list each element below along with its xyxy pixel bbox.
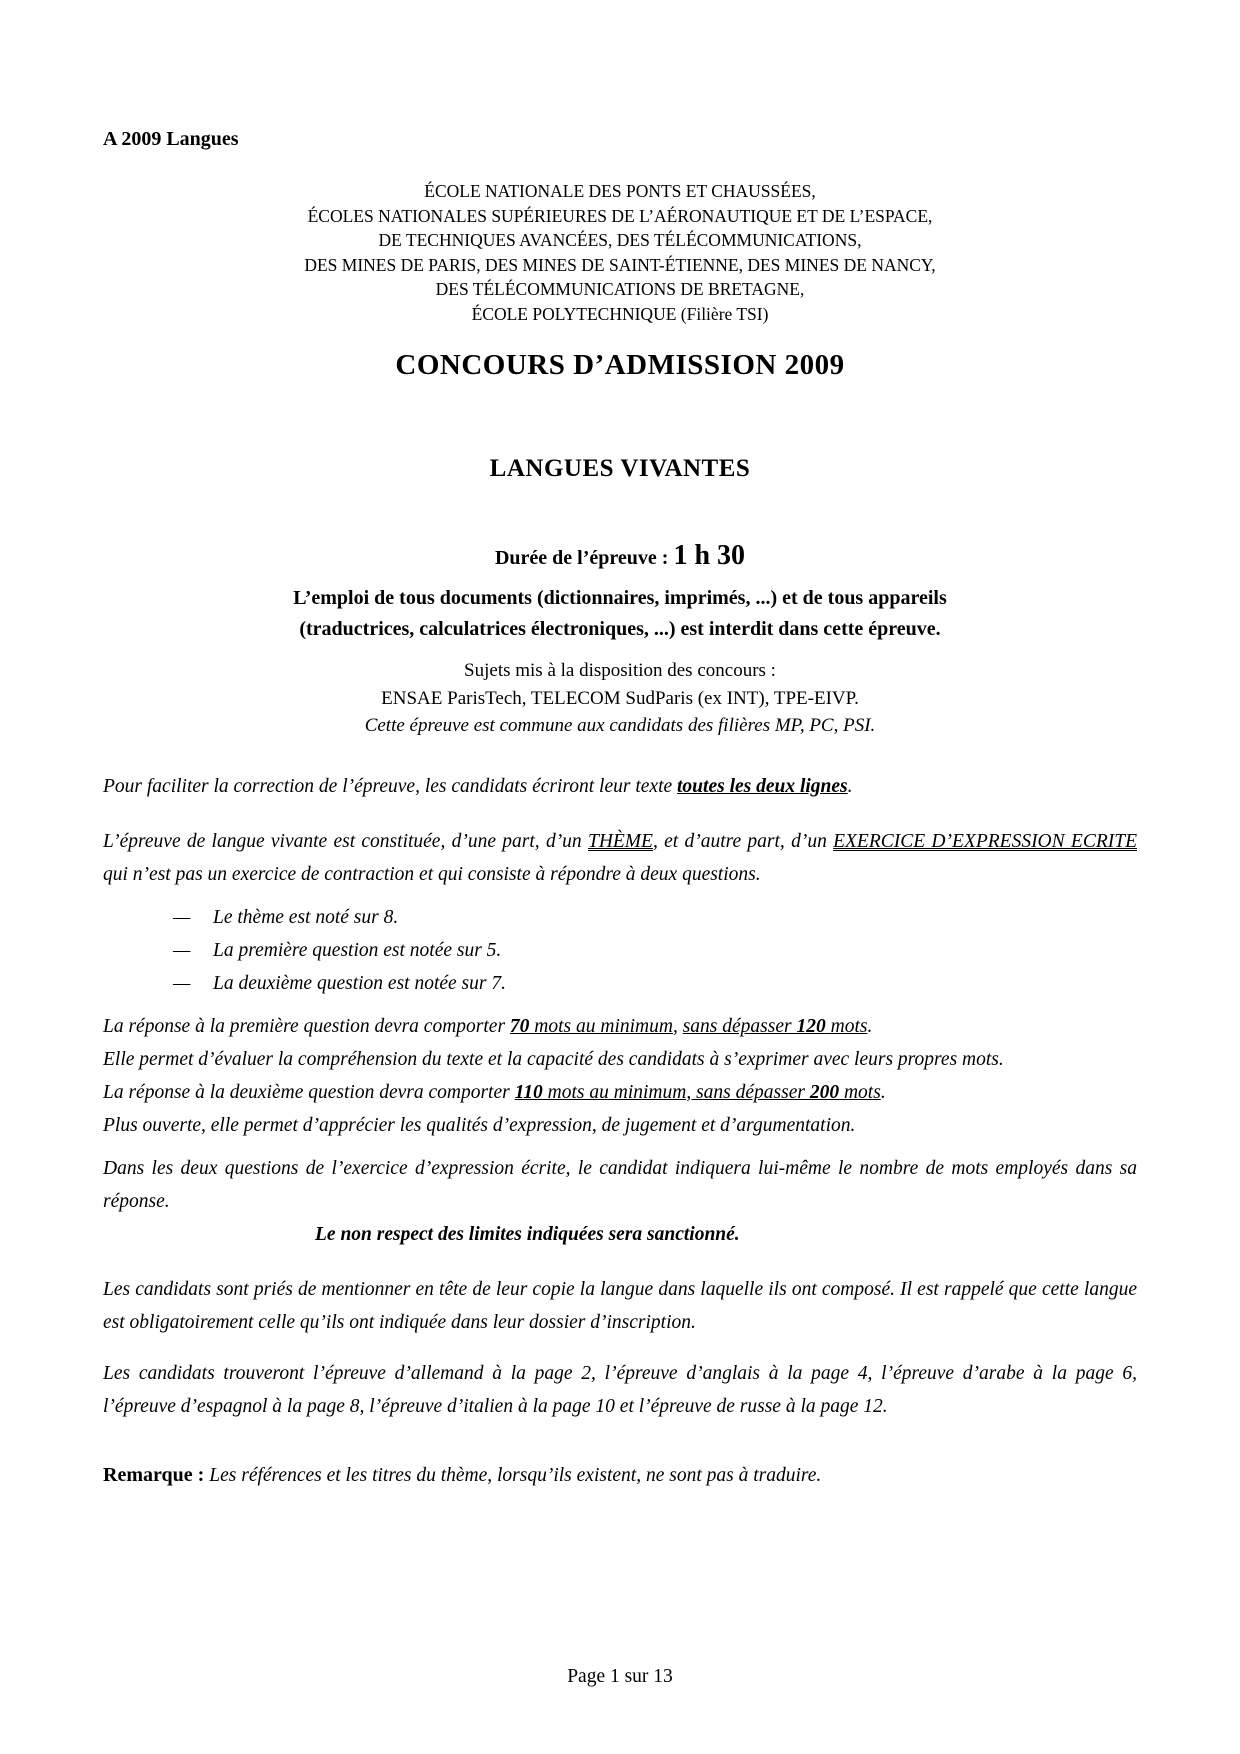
paragraph-word-count — [103, 1152, 1137, 1251]
forbidden-notice — [103, 583, 1137, 645]
forbidden-line: L’emploi de tous documents (dictionnaires, imprimés, ...) et de tous appareils — [293, 587, 947, 609]
paragraph-correction: Pour faciliter la correction de l’épreuve, les candidats écriront leur texte toutes les deux lignes. — [103, 775, 853, 797]
remark-text: Les références et les titres du thème, lorsqu’ils existent, ne sont pas à traduire. — [209, 1464, 822, 1486]
list-dash: — — [173, 972, 191, 994]
list-item-text: La deuxième question est notée sur 7. — [213, 972, 506, 994]
list-item — [103, 901, 1137, 934]
duration-line — [103, 539, 1137, 575]
schools-header — [103, 179, 1137, 326]
emphasis-toutes-les-deux-lignes: toutes les deux lignes — [677, 775, 848, 797]
question1-limit-line: La réponse à la première question devra comporter 70 mots au minimum, sans dépasser 120 mots. — [103, 1015, 873, 1037]
emphasis-theme: THÈME — [587, 830, 653, 852]
sujets-line: Sujets mis à la disposition des concours : — [464, 660, 776, 681]
document-reference: A 2009 Langues — [103, 128, 239, 150]
forbidden-line: (traductrices, calculatrices électroniques, ...) est interdit dans cette épreuve. — [299, 618, 941, 640]
paragraph-language-mention: Les candidats sont priés de mentionner en tête de leur copie la langue dans laquelle ils ont composé. Il est rappelé que cette langue est obligatoirement celle qu’ils ont indiquée dans leur dossier d’inscription. — [103, 1278, 1137, 1333]
list-item — [103, 967, 1137, 1000]
school-line: ÉCOLE NATIONALE DES PONTS ET CHAUSSÉES, — [424, 181, 816, 201]
min-words-q1: 70 — [509, 1015, 530, 1037]
school-line: DES MINES DE PARIS, DES MINES DE SAINT-ÉTIENNE, DES MINES DE NANCY, — [304, 254, 936, 275]
paragraph-language-pages: Les candidats trouveront l’épreuve d’allemand à la page 2, l’épreuve d’anglais à la page 4, l’épreuve d’arabe à la page 6, l’épreuve d’espagnol à la page 8, l’épreuve d’italien à la page 10 et l’épreuve de russe à la page 12. — [103, 1362, 1137, 1417]
duration-value: 1 h 30 — [673, 540, 746, 571]
sujets-block — [103, 657, 1137, 740]
duration-label: Durée de l’épreuve : — [494, 547, 674, 569]
paragraph-epreuve-structure: L’épreuve de langue vivante est constituée, d’une part, d’un THÈME, et d’autre part, d’un EXERCICE D’EXPRESSION ECRITE qui n’est pas un exercice de contraction et qui consiste à répondre à deux questions. — [103, 830, 1137, 885]
school-line: ÉCOLE POLYTECHNIQUE (Filière TSI) — [471, 303, 769, 324]
list-item-text: Le thème est noté sur 8. — [213, 906, 399, 928]
max-words-q2: 200 — [809, 1081, 840, 1103]
question1-purpose-line: Elle permet d’évaluer la compréhension du texte et la capacité des candidats à s’exprimer avec leurs propres mots. — [103, 1048, 1004, 1070]
list-dash: — — [173, 906, 191, 928]
word-count-instruction: Dans les deux questions de l’exercice d’expression écrite, le candidat indiquera lui-même le nombre de mots employés dans sa réponse. — [103, 1157, 1137, 1212]
sujets-filieres-line: Cette épreuve est commune aux candidats des filières MP, PC, PSI. — [364, 715, 876, 736]
remark-label: Remarque : — [103, 1463, 210, 1486]
paragraph-word-limits — [103, 1010, 1137, 1142]
school-line: DE TECHNIQUES AVANCÉES, DES TÉLÉCOMMUNICATIONS, — [378, 230, 862, 250]
list-dash: — — [173, 939, 191, 961]
sanction-warning: Le non respect des limites indiquées sera sanctionné. — [315, 1223, 740, 1245]
grading-list — [103, 901, 1137, 1000]
school-line: ÉCOLES NATIONALES SUPÉRIEURES DE L’AÉRONAUTIQUE ET DE L’ESPACE, — [307, 205, 933, 226]
page-number-footer: Page 1 sur 13 — [567, 1666, 673, 1687]
list-item — [103, 934, 1137, 967]
emphasis-exercice-expression: EXERCICE D’EXPRESSION ECRITE — [833, 830, 1137, 852]
list-item-text: La première question est notée sur 5. — [213, 939, 502, 961]
question2-purpose-line: Plus ouverte, elle permet d’apprécier les qualités d’expression, de jugement et d’argumentation. — [103, 1114, 856, 1136]
page-subtitle: LANGUES VIVANTES — [489, 455, 751, 482]
max-words-q1: 120 — [796, 1015, 826, 1037]
question2-limit-line: La réponse à la deuxième question devra comporter 110 mots au minimum, sans dépasser 200 mots. — [103, 1081, 886, 1103]
sujets-schools-line: ENSAE ParisTech, TELECOM SudParis (ex INT), TPE-EIVP. — [381, 687, 859, 709]
min-words-q2: 110 — [514, 1081, 543, 1103]
page-title: CONCOURS D’ADMISSION 2009 — [395, 349, 845, 381]
school-line: DES TÉLÉCOMMUNICATIONS DE BRETAGNE, — [435, 279, 805, 299]
remark-paragraph — [103, 1459, 1137, 1492]
